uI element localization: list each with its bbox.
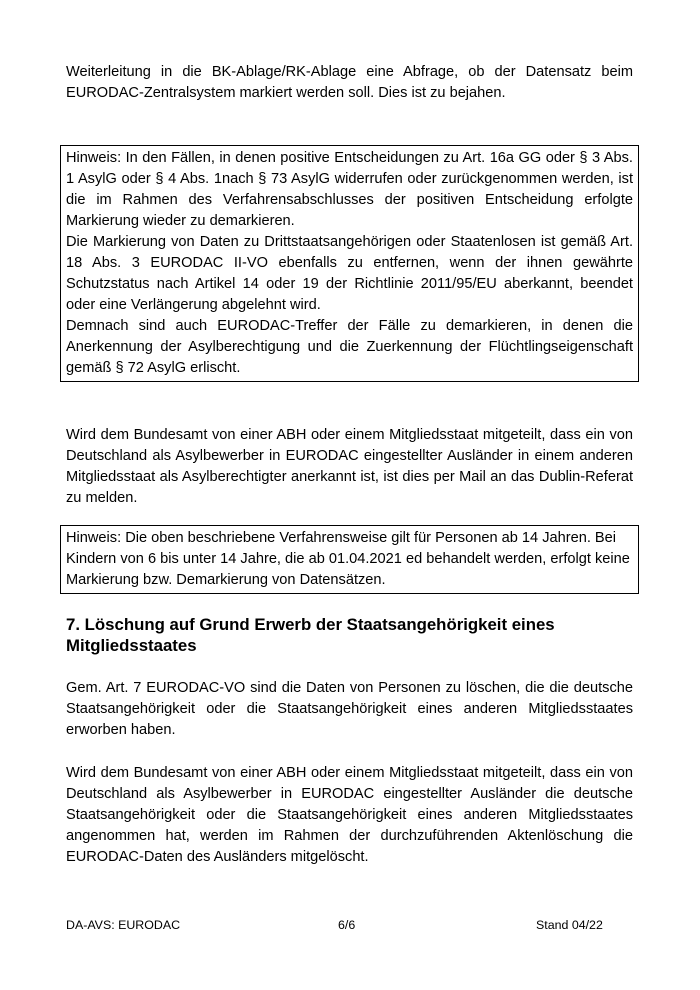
notice-box-2-text: Hinweis: Die oben beschriebene Verfahrensweise gilt für Personen ab 14 Jahren. Bei Kindern von 6 bis unter 14 Jahre, die ab 01.04.2021 ed behandelt werden, erfolgt keine Markierung bzw. Demarkierung von Datensätzen. [66, 530, 630, 588]
section-7-paragraph-1 [66, 678, 633, 741]
section-7-paragraph-2-text: Wird dem Bundesamt von einer ABH oder einem Mitgliedsstaat mitgeteilt, dass ein von Deutschland als Asylbewerber in EURODAC eingestellter Ausländer die deutsche Staatsangehörigkeit oder die Staatsangehörigkeit eines anderen Mitgliedsstaates angenommen hat, werden im Rahmen der durchzuführenden Aktenlöschung die EURODAC-Daten des Ausländers mitgelöscht. [66, 765, 633, 865]
section-7-heading-line-1: 7. Löschung auf Grund Erwerb der Staatsangehörigkeit eines [66, 615, 555, 634]
footer-document-id: DA-AVS: EURODAC [66, 918, 181, 932]
asylum-recognition-text: Wird dem Bundesamt von einer ABH oder einem Mitgliedsstaat mitgeteilt, dass ein von Deutschland als Asylbewerber in EURODAC eingestellter Ausländer in einem anderen Mitgliedsstaat als Asylberechtigter anerkannt ist, ist dies per Mail an das Dublin-Referat zu melden. [66, 427, 633, 506]
section-7-heading-line-2: Mitgliedsstaates [66, 636, 197, 655]
section-7-heading [66, 614, 626, 656]
notice-box-age-limit [60, 525, 639, 594]
footer-status: Stand 04/22 [536, 918, 603, 932]
intro-paragraph-text: Weiterleitung in die BK-Ablage/RK-Ablage eine Abfrage, ob der Datensatz beim EURODAC-Zentralsystem markiert werden soll. Dies ist zu bejahen. [66, 64, 633, 101]
asylum-recognition-paragraph [66, 425, 633, 509]
notice-box-1-paragraph-3: Demnach sind auch EURODAC-Treffer der Fälle zu demarkieren, in denen die Anerkennung der Asylberechtigung und die Zuerkennung der Flüchtlingseigenschaft gemäß § 72 AsylG erlischt. [66, 318, 633, 376]
notice-box-1-paragraph-2: Die Markierung von Daten zu Drittstaatsangehörigen oder Staatenlosen ist gemäß Art. 18 Abs. 3 EURODAC II-VO ebenfalls zu entfernen, wenn der ihnen gewährte Schutzstatus nach Artikel 14 oder 19 der Richtlinie 2011/95/EU aberkannt, beendet oder eine Verlängerung abgelehnt wird. [66, 234, 633, 313]
notice-box-demarking [60, 145, 639, 382]
section-7-paragraph-2 [66, 763, 633, 868]
intro-paragraph [66, 62, 633, 104]
footer-page-number: 6/6 [338, 918, 356, 932]
section-7-paragraph-1-text: Gem. Art. 7 EURODAC-VO sind die Daten von Personen zu löschen, die die deutsche Staatsangehörigkeit oder die Staatsangehörigkeit eines anderen Mitgliedsstaates erworben haben. [66, 680, 633, 738]
notice-box-1-paragraph-1: Hinweis: In den Fällen, in denen positive Entscheidungen zu Art. 16a GG oder § 3 Abs. 1 AsylG oder § 4 Abs. 1nach § 73 AsylG widerrufen oder zurückgenommen werden, ist die im Rahmen des Verfahrensabschlusses der positiven Entscheidung erfolgte Markierung wieder zu demarkieren. [66, 150, 633, 229]
